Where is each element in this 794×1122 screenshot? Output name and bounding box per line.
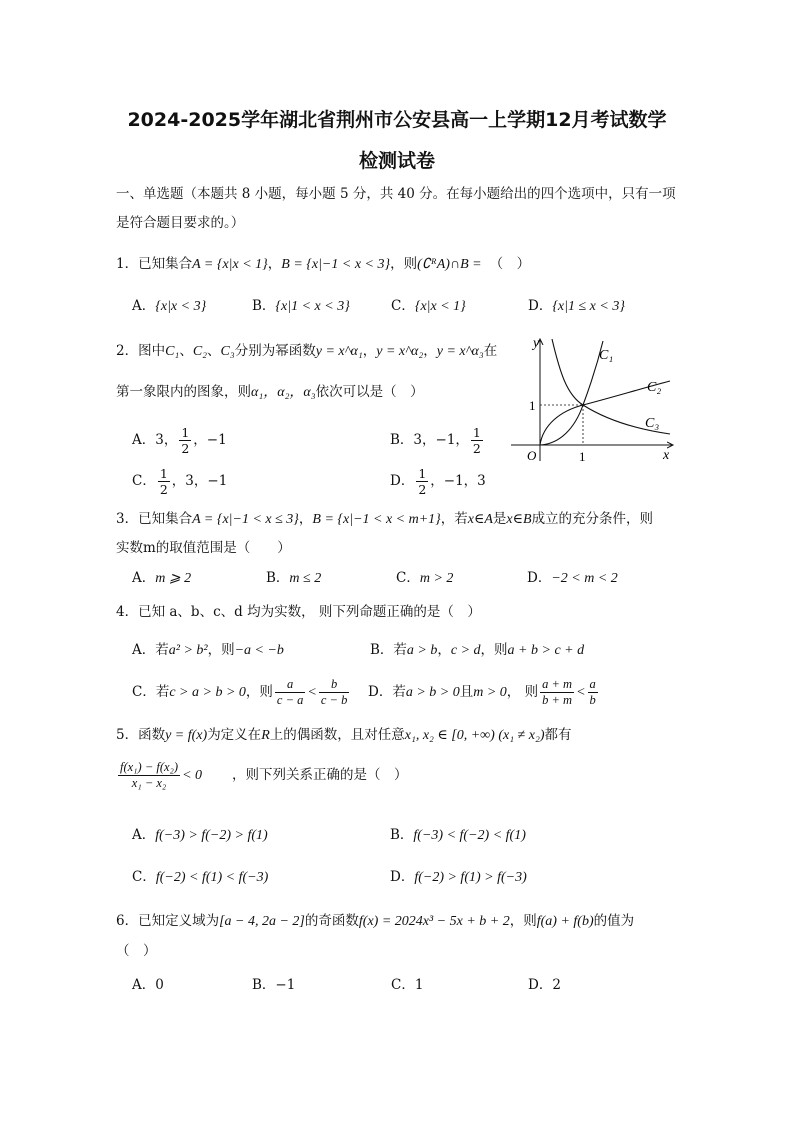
origin-label: O [527,448,537,463]
x-axis-label: x [663,448,670,463]
option-label: D． [528,298,553,314]
denominator: 2 [159,482,168,497]
q3-mid1: ，若 [440,511,468,527]
q5-end: 都有 [544,727,572,743]
page-title-line1: 2024-2025学年湖北省荆州市公安县高一上学期12月考试数学 [127,109,667,131]
option-and: 且 [459,684,474,700]
option-pre: 若 [155,684,170,700]
q3-option-d [527,569,618,588]
option-value: m > 2 [419,571,454,586]
option-label: A． [132,432,156,448]
q4-option-a [132,641,284,660]
question-2-stem-line1: 2．图中C₁、C₂、C₃分别为幂函数y = x^α₁，y = x^α₂，y = x^α₃在 [116,343,498,359]
numerator: 1 [181,425,190,440]
option-label: A． [132,298,156,314]
option-label: B． [390,827,414,843]
option-label: D． [368,684,393,700]
denominator: c − a [276,693,304,707]
option-value: f(−3) > f(−2) > f(1) [155,828,268,843]
question-5-stem-line2 [116,758,408,793]
option-mid: ，则 [480,642,508,658]
curve-label-c1: C₁ [599,348,614,363]
q3-mid2: 是 [492,511,507,527]
q5-pre: 5．函数 [116,727,166,743]
less-than: < [307,685,317,700]
q3-set-a: A = {x|−1 < x ≤ 3} [192,512,299,527]
fraction [118,760,180,791]
q4-option-c [132,676,351,709]
option-post: ，3，−1 [171,473,228,489]
option-label: C． [132,684,156,700]
q2-func-3: y = x^α₃ [436,344,484,359]
q4-option-b [370,641,584,660]
q6-expression: f(a) + f(b) [536,914,594,929]
option-math: m > 0 [473,685,507,700]
option-label: B． [390,432,414,448]
curve-label-c2: C₂ [647,380,662,395]
less-than: < [576,685,586,700]
q2-option-d [390,466,486,497]
fraction [540,677,574,708]
q6-option-b [252,976,295,994]
option-math: c > a > b > 0 [169,685,246,700]
option-mid: ， 则 [506,684,539,700]
option-label: A． [132,642,156,658]
option-value: {x|x < 3} [155,299,207,314]
q5-condition: x₁, x₂ ∈ [0, +∞) (x₁ ≠ x₂) [404,728,545,743]
q5-option-a [132,826,268,845]
option-label: C． [391,977,415,993]
q6-option-d [528,976,561,994]
q2-alphas: α₁，α₂，α₃ [251,385,316,400]
question-1-stem [116,255,530,274]
option-label: D． [527,570,552,586]
option-label: A． [132,977,156,993]
q1-expression: (∁ᴿA)∩B = [417,257,482,272]
q1-answer-paren: （ ） [489,256,531,272]
q6-end: 的值为 [593,913,635,929]
q5-option-c [132,868,268,887]
q6-function: f(x) = 2024x³ − 5x + b + 2 [358,914,510,929]
option-value: {x|1 ≤ x < 3} [552,299,625,314]
option-value: −2 < m < 2 [551,571,618,586]
numerator: a [589,677,596,691]
option-mid: ，则 [245,684,273,700]
q2-c2: C₂ [192,344,208,359]
option-label: B． [252,298,276,314]
option-math: c > d [450,643,481,658]
q3-pre: 3．已知集合 [116,511,193,527]
q2-func-1: y = x^α₁ [315,344,363,359]
q2-pre2: 第一象限内的图象，则 [116,384,251,400]
option-sep: ， [437,642,451,658]
q5-tail: ，则下列关系正确的是（ ） [232,767,408,783]
curve-label-c3: C₃ [645,416,660,431]
q1-set-b: B = {x|−1 < x < 3} [281,257,391,272]
option-math: a > b > 0 [405,685,460,700]
option-value: f(−2) < f(1) < f(−3) [155,870,269,885]
numerator: 1 [418,466,427,481]
denominator: 2 [181,441,190,456]
denominator: 2 [418,482,427,497]
q2-pre: 2．图中 [116,343,166,359]
option-pre: 3，−1， [413,432,469,448]
q2-end2: 依次可以是（ ） [315,384,424,400]
q2-option-a [132,425,227,456]
option-value: −1 [275,977,296,993]
question-4-stem: 4．已知 a、b、c、d 均为实数， 则下列命题正确的是（ ） [116,604,481,620]
q6-pre: 6．已知定义域为 [116,913,220,929]
q6-option-c [391,976,423,994]
fraction [471,425,483,456]
denominator: b + m [542,693,573,707]
numerator: 1 [472,425,481,440]
option-label: B． [370,642,394,658]
q3-end: 成立的充分条件，则 [531,511,654,527]
q1-option-b [252,297,350,316]
option-math: −a < −b [234,643,284,658]
option-pre: 3， [155,432,178,448]
denominator: x₁ − x₂ [131,776,167,790]
option-post: ，−1，3 [430,473,486,489]
question-6-stem-line1 [116,912,634,931]
option-pre: 若 [155,642,169,658]
option-pre: 若 [393,642,407,658]
q6-answer-paren: （ ） [116,943,157,959]
q3-option-c [396,569,453,588]
option-label: C． [396,570,420,586]
tick-y-1: 1 [529,398,536,413]
q5-option-b [390,826,526,845]
option-label: C． [132,473,156,489]
q4-option-d [368,676,600,709]
q5-inequality: < 0 [182,768,203,783]
power-function-graph [505,333,680,468]
q1-pre: 1．已知集合 [116,256,193,272]
denominator: c − b [320,693,348,707]
numerator: 1 [159,466,168,481]
fraction [319,677,349,708]
q5-function: y = f(x) [165,728,208,743]
page-title-line2: 检测试卷 [358,150,435,172]
q1-option-a [132,297,206,316]
option-label: D． [390,473,415,489]
option-mid: ，则 [207,642,235,658]
q3-cond2: x∈B [506,512,532,527]
option-value: f(−2) > f(1) > f(−3) [414,870,527,885]
option-value: m ≤ 2 [289,571,322,586]
q6-mid2: ，则 [509,913,537,929]
question-3-stem-line2: 实数m的取值范围是（ ） [116,540,291,556]
q2-sep: 、 [207,343,221,359]
q3-sep: ， [298,511,313,527]
option-label: B． [252,977,276,993]
q1-option-c [391,297,466,316]
q3-cond1: x∈A [467,512,493,527]
q2-option-c [132,466,227,497]
option-value: {x|x < 1} [414,299,466,314]
option-label: A． [132,827,156,843]
option-math: a² > b² [168,643,208,658]
denominator: 2 [472,441,481,456]
option-value: 2 [552,977,561,993]
q6-option-a [132,976,164,994]
q3-option-b [266,569,321,588]
q1-option-d [528,297,625,316]
option-math: a > b [406,643,438,658]
option-value: m ⩾ 2 [155,571,192,586]
option-math: a + b > c + d [507,643,585,658]
q2-end: 在 [483,343,498,359]
q1-sep: ， [267,256,282,272]
q2-option-b [390,425,485,456]
fraction [179,425,191,456]
numerator: a + m [542,677,573,691]
option-value: 0 [155,977,164,993]
option-label: C． [391,298,415,314]
option-label: B． [266,570,290,586]
q6-domain: [a − 4, 2a − 2] [219,914,305,929]
q5-mid1: 为定义在 [207,727,262,743]
section-heading-line1: 一、单选题（本题共 8 小题，每小题 5 分，共 40 分。在每小题给出的四个选项中，只有一项 [116,186,676,202]
q2-c3: C₃ [220,344,235,359]
q2-c1: C₁ [165,344,180,359]
q6-mid: 的奇函数 [304,913,359,929]
option-value: {x|1 < x < 3} [275,299,350,314]
q1-mid: ，则 [390,256,418,272]
numerator: f(x₁) − f(x₂) [120,760,179,774]
option-label: D． [528,977,553,993]
numerator: a [275,677,305,693]
option-value: f(−3) < f(−2) < f(1) [413,828,526,843]
tick-x-1: 1 [579,449,586,464]
fraction [416,466,428,497]
denominator: b [589,693,596,707]
option-label: A． [132,570,156,586]
option-pre: 若 [392,684,406,700]
question-3-stem-line1 [116,510,653,529]
option-post: ，−1 [193,432,227,448]
q5-mid2: 上的偶函数，且对任意 [269,727,405,743]
q2-func-2: y = x^α₂ [376,344,424,359]
q5-real-set: R [261,728,270,743]
q3-set-b: B = {x|−1 < x < m+1} [312,512,441,527]
y-axis-label: y [533,336,540,351]
fraction [158,466,170,497]
q2-sep: 、 [179,343,193,359]
fraction [588,677,598,708]
numerator: b [319,677,349,693]
option-label: D． [390,869,415,885]
q5-option-d [390,868,527,887]
option-value: 1 [414,977,424,993]
option-label: C． [132,869,156,885]
section-heading-line2: 是符合题目要求的。） [116,215,245,231]
fraction [275,677,305,708]
q2-mid: 分别为幂函数 [234,343,316,359]
q1-set-a: A = {x|x < 1} [192,257,268,272]
question-2-stem-line2 [116,383,424,402]
q3-option-a [132,569,191,588]
question-5-stem-line1 [116,726,571,745]
